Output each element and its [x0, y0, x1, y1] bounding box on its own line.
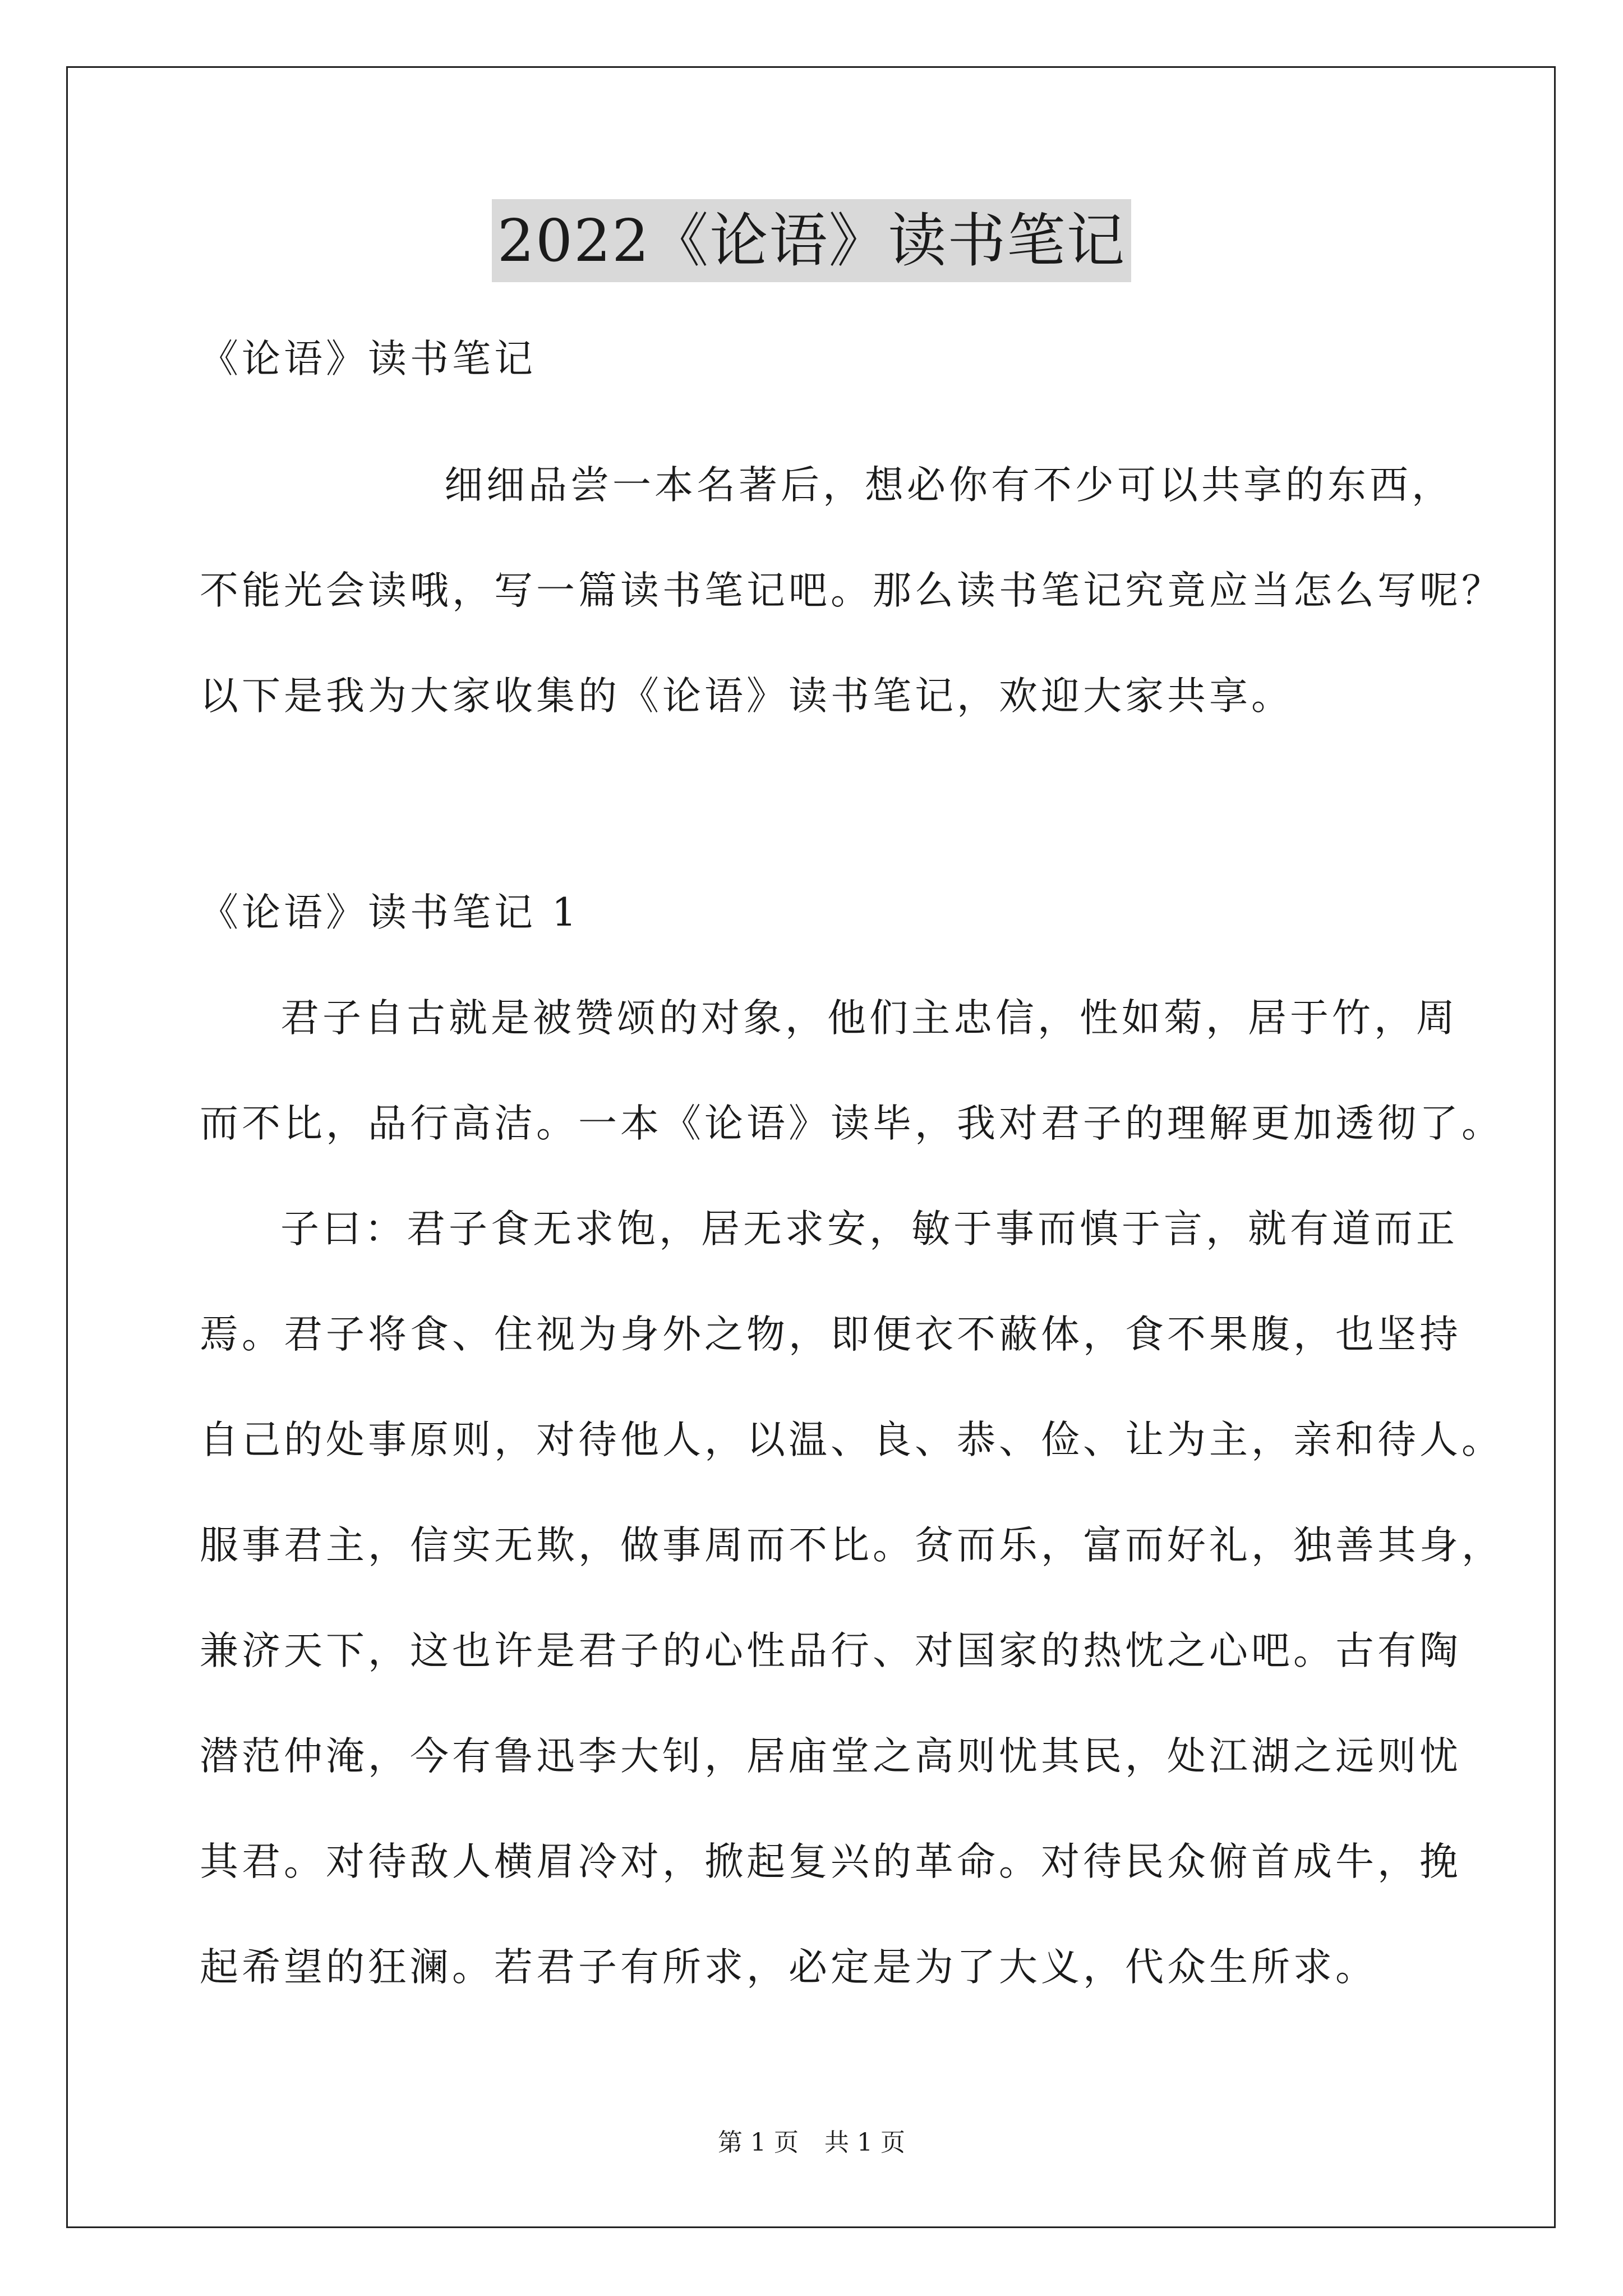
page-number-current: 第 1 页 — [718, 2128, 799, 2157]
subtitle: 《论语》读书笔记 — [200, 337, 536, 381]
intro-line: 细细品尝一本名著后，想必你有不少可以共享的东西， — [444, 463, 1454, 508]
paragraph-line: 君子自古就是被赞颂的对象，他们主忠信，性如菊，居于竹，周 — [280, 996, 1458, 1041]
paragraph-line: 子曰：君子食无求饱，居无求安，敏于事而慎于言，就有道而正 — [280, 1207, 1458, 1251]
paragraph-line: 焉。君子将食、住视为身外之物，即便衣不蔽体，食不果腹，也坚持 — [200, 1312, 1461, 1357]
document-title: 2022《论语》读书笔记 — [492, 199, 1132, 282]
paragraph-line: 潜范仲淹，今有鲁迅李大钊，居庙堂之高则忧其民，处江湖之远则忧 — [200, 1734, 1461, 1779]
section-heading: 《论语》读书笔记 1 — [200, 890, 580, 935]
intro-line: 不能光会读哦，写一篇读书笔记吧。那么读书笔记究竟应当怎么写呢？ — [200, 568, 1504, 613]
paragraph-line: 服事君主，信实无欺，做事周而不比。贫而乐，富而好礼，独善其身， — [200, 1523, 1504, 1568]
title-container — [0, 199, 1623, 282]
paragraph-line: 而不比，品行高洁。一本《论语》读毕，我对君子的理解更加透彻了。 — [200, 1101, 1504, 1146]
paragraph-line: 兼济天下，这也许是君子的心性品行、对国家的热忱之心吧。古有陶 — [200, 1628, 1461, 1673]
page-footer — [0, 2126, 1623, 2160]
page-number-total: 共 1 页 — [824, 2128, 905, 2157]
paragraph-line: 起希望的狂澜。若君子有所求，必定是为了大义，代众生所求。 — [200, 1945, 1377, 1990]
paragraph-line: 其君。对待敌人横眉冷对，掀起复兴的革命。对待民众俯首成牛，挽 — [200, 1839, 1461, 1884]
paragraph-line: 自己的处事原则，对待他人，以温、良、恭、俭、让为主，亲和待人。 — [200, 1418, 1504, 1462]
intro-line: 以下是我为大家收集的《论语》读书笔记，欢迎大家共享。 — [200, 674, 1293, 719]
